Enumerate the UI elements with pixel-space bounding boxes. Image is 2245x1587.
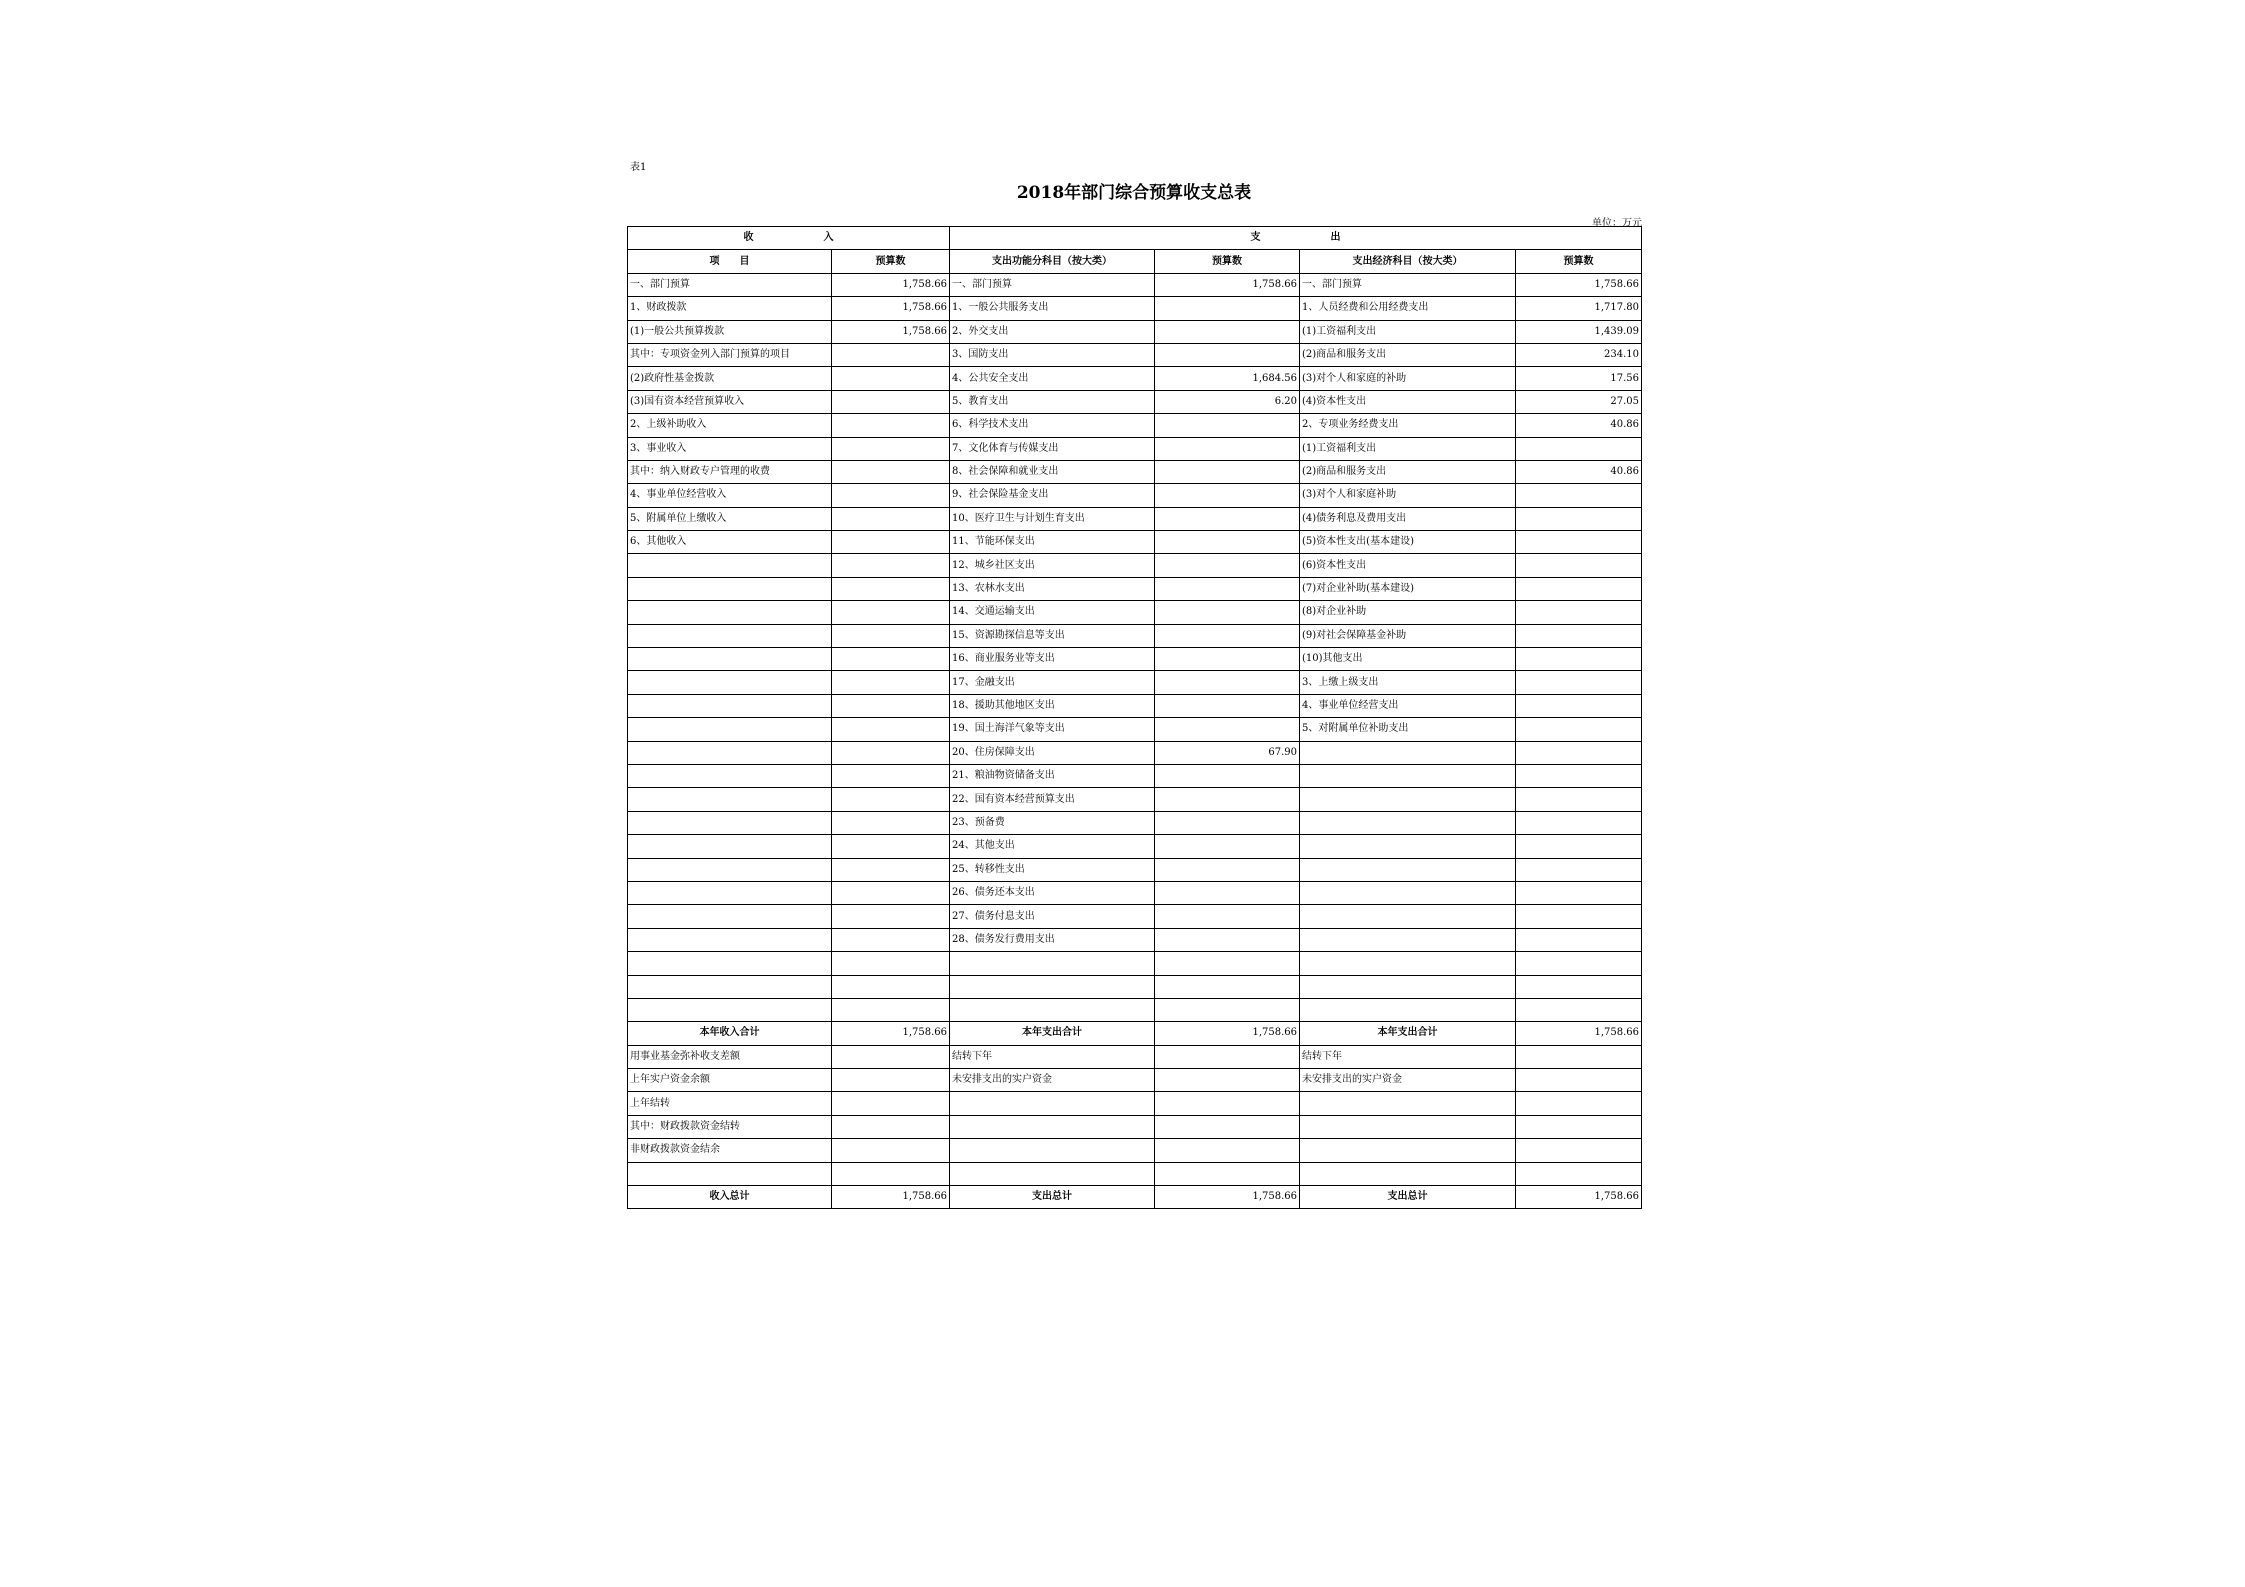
income-budget-cell: 1,758.66 <box>832 1022 950 1045</box>
func-budget-cell <box>1155 881 1300 904</box>
income-item-cell <box>628 788 832 811</box>
func-item-cell: 17、金融支出 <box>950 671 1155 694</box>
func-budget-cell: 1,758.66 <box>1155 1186 1300 1209</box>
econ-item-cell <box>1300 881 1516 904</box>
income-budget-cell <box>832 1115 950 1138</box>
func-item-cell: 28、债务发行费用支出 <box>950 928 1155 951</box>
func-item-cell: 23、预备费 <box>950 811 1155 834</box>
func-budget-cell <box>1155 507 1300 530</box>
func-budget-cell <box>1155 601 1300 624</box>
func-item-cell: 结转下年 <box>950 1045 1155 1068</box>
table-row <box>628 414 1642 437</box>
econ-item-cell <box>1300 858 1516 881</box>
income-item-cell <box>628 928 832 951</box>
econ-budget-cell <box>1516 811 1642 834</box>
func-item-cell: 16、商业服务业等支出 <box>950 648 1155 671</box>
func-budget-cell <box>1155 835 1300 858</box>
econ-budget-cell <box>1516 1139 1642 1162</box>
econ-item-cell: (1)工资福利支出 <box>1300 437 1516 460</box>
func-item-cell: 15、资源勘探信息等支出 <box>950 624 1155 647</box>
func-budget-cell <box>1155 554 1300 577</box>
econ-item-cell: 一、部门预算 <box>1300 273 1516 296</box>
econ-budget-cell: 17.56 <box>1516 367 1642 390</box>
func-budget-cell: 1,684.56 <box>1155 367 1300 390</box>
econ-item-cell <box>1300 975 1516 998</box>
income-budget-cell <box>832 343 950 366</box>
income-budget-cell <box>832 835 950 858</box>
econ-item-cell: 4、事业单位经营支出 <box>1300 694 1516 717</box>
col-budget-header: 预算数 <box>1155 250 1300 273</box>
func-budget-cell <box>1155 788 1300 811</box>
table-row <box>628 928 1642 951</box>
econ-item-cell <box>1300 1115 1516 1138</box>
income-budget-cell <box>832 764 950 787</box>
econ-budget-cell <box>1516 998 1642 1021</box>
income-budget-cell <box>832 1092 950 1115</box>
income-item-cell <box>628 694 832 717</box>
econ-budget-cell <box>1516 437 1642 460</box>
table-row <box>628 484 1642 507</box>
table-row <box>628 1139 1642 1162</box>
table-row <box>628 531 1642 554</box>
func-item-cell: 20、住房保障支出 <box>950 741 1155 764</box>
table-row <box>628 905 1642 928</box>
table-row <box>628 507 1642 530</box>
budget-table <box>627 226 1642 1209</box>
income-item-cell <box>628 835 832 858</box>
econ-budget-cell <box>1516 577 1642 600</box>
econ-budget-cell <box>1516 1069 1642 1092</box>
header-row-1 <box>628 227 1642 250</box>
income-budget-cell <box>832 367 950 390</box>
func-item-cell: 未安排支出的实户资金 <box>950 1069 1155 1092</box>
econ-item-cell <box>1300 1092 1516 1115</box>
econ-item-cell <box>1300 905 1516 928</box>
func-budget-cell <box>1155 1162 1300 1185</box>
table-row <box>628 671 1642 694</box>
econ-budget-cell <box>1516 554 1642 577</box>
econ-budget-cell: 40.86 <box>1516 460 1642 483</box>
func-item-cell: 6、科学技术支出 <box>950 414 1155 437</box>
income-item-cell: 1、财政拨款 <box>628 297 832 320</box>
table-row <box>628 1092 1642 1115</box>
func-budget-cell: 1,758.66 <box>1155 273 1300 296</box>
income-budget-cell <box>832 484 950 507</box>
func-budget-cell <box>1155 998 1300 1021</box>
income-item-cell: 用事业基金弥补收支差额 <box>628 1045 832 1068</box>
income-budget-cell <box>832 437 950 460</box>
income-item-cell <box>628 718 832 741</box>
func-budget-cell <box>1155 952 1300 975</box>
income-budget-cell <box>832 1162 950 1185</box>
func-item-cell: 18、援助其他地区支出 <box>950 694 1155 717</box>
econ-budget-cell <box>1516 648 1642 671</box>
func-budget-cell: 1,758.66 <box>1155 1022 1300 1045</box>
econ-item-cell: 3、上缴上级支出 <box>1300 671 1516 694</box>
col-budget-header: 预算数 <box>1516 250 1642 273</box>
econ-item-cell <box>1300 835 1516 858</box>
econ-budget-cell <box>1516 952 1642 975</box>
table-row <box>628 741 1642 764</box>
func-item-cell: 7、文化体育与传媒支出 <box>950 437 1155 460</box>
table-row <box>628 601 1642 624</box>
income-budget-cell <box>832 858 950 881</box>
econ-item-cell: (1)工资福利支出 <box>1300 320 1516 343</box>
income-item-cell: 3、事业收入 <box>628 437 832 460</box>
col-econ-header: 支出经济科目（按大类） <box>1300 250 1516 273</box>
func-budget-cell <box>1155 414 1300 437</box>
income-budget-cell <box>832 788 950 811</box>
func-item-cell: 5、教育支出 <box>950 390 1155 413</box>
func-item-cell: 21、粮油物资储备支出 <box>950 764 1155 787</box>
table-row <box>628 694 1642 717</box>
econ-budget-cell <box>1516 835 1642 858</box>
table-row <box>628 1115 1642 1138</box>
table-row <box>628 881 1642 904</box>
func-item-cell: 24、其他支出 <box>950 835 1155 858</box>
func-item-cell: 本年支出合计 <box>950 1022 1155 1045</box>
income-item-cell <box>628 671 832 694</box>
econ-item-cell: (2)商品和服务支出 <box>1300 343 1516 366</box>
table-row <box>628 390 1642 413</box>
econ-item-cell: (4)债务利息及费用支出 <box>1300 507 1516 530</box>
func-item-cell: 9、社会保险基金支出 <box>950 484 1155 507</box>
econ-budget-cell: 1,717.80 <box>1516 297 1642 320</box>
func-budget-cell <box>1155 577 1300 600</box>
income-item-cell <box>628 811 832 834</box>
func-budget-cell <box>1155 648 1300 671</box>
econ-budget-cell: 234.10 <box>1516 343 1642 366</box>
func-item-cell <box>950 1139 1155 1162</box>
table-row <box>628 718 1642 741</box>
table-row <box>628 952 1642 975</box>
income-budget-cell <box>832 952 950 975</box>
table-row <box>628 811 1642 834</box>
table-row <box>628 648 1642 671</box>
income-budget-cell <box>832 648 950 671</box>
unit-label: 单位：万元 <box>1592 218 1642 229</box>
table-row <box>628 624 1642 647</box>
func-item-cell: 26、债务还本支出 <box>950 881 1155 904</box>
econ-budget-cell: 40.86 <box>1516 414 1642 437</box>
income-budget-cell <box>832 694 950 717</box>
income-budget-cell <box>832 624 950 647</box>
income-budget-cell <box>832 1139 950 1162</box>
table-row <box>628 343 1642 366</box>
func-item-cell: 一、部门预算 <box>950 273 1155 296</box>
table-row <box>628 1045 1642 1068</box>
income-item-cell <box>628 764 832 787</box>
econ-budget-cell <box>1516 788 1642 811</box>
func-item-cell <box>950 1162 1155 1185</box>
func-budget-cell <box>1155 531 1300 554</box>
econ-item-cell <box>1300 1139 1516 1162</box>
income-item-cell <box>628 881 832 904</box>
table-row <box>628 1162 1642 1185</box>
econ-budget-cell <box>1516 694 1642 717</box>
income-budget-cell: 1,758.66 <box>832 1186 950 1209</box>
income-item-cell: 上年实户资金余额 <box>628 1069 832 1092</box>
income-item-cell: 上年结转 <box>628 1092 832 1115</box>
func-budget-cell <box>1155 624 1300 647</box>
econ-budget-cell <box>1516 507 1642 530</box>
econ-item-cell: 支出总计 <box>1300 1186 1516 1209</box>
income-item-cell: (3)国有资本经营预算收入 <box>628 390 832 413</box>
econ-budget-cell <box>1516 718 1642 741</box>
income-item-cell <box>628 601 832 624</box>
income-budget-cell <box>832 1045 950 1068</box>
econ-budget-cell <box>1516 531 1642 554</box>
func-budget-cell <box>1155 694 1300 717</box>
func-item-cell <box>950 1092 1155 1115</box>
income-item-cell <box>628 741 832 764</box>
econ-budget-cell <box>1516 858 1642 881</box>
func-item-cell: 14、交通运输支出 <box>950 601 1155 624</box>
income-budget-cell <box>832 577 950 600</box>
income-item-cell: 一、部门预算 <box>628 273 832 296</box>
income-item-cell: 非财政拨款资金结余 <box>628 1139 832 1162</box>
func-budget-cell <box>1155 811 1300 834</box>
func-budget-cell <box>1155 764 1300 787</box>
func-budget-cell <box>1155 320 1300 343</box>
func-item-cell: 8、社会保障和就业支出 <box>950 460 1155 483</box>
econ-item-cell: 结转下年 <box>1300 1045 1516 1068</box>
table-row <box>628 273 1642 296</box>
income-item-cell: 其中：专项资金列入部门预算的项目 <box>628 343 832 366</box>
econ-item-cell: (3)对个人和家庭补助 <box>1300 484 1516 507</box>
econ-item-cell <box>1300 1162 1516 1185</box>
econ-budget-cell <box>1516 905 1642 928</box>
page-title: 2018年部门综合预算收支总表 <box>1016 183 1252 203</box>
income-budget-cell <box>832 507 950 530</box>
econ-budget-cell <box>1516 1162 1642 1185</box>
header-row-2 <box>628 250 1642 273</box>
income-budget-cell <box>832 881 950 904</box>
func-item-cell: 12、城乡社区支出 <box>950 554 1155 577</box>
econ-item-cell <box>1300 952 1516 975</box>
func-budget-cell <box>1155 1115 1300 1138</box>
func-budget-cell <box>1155 437 1300 460</box>
income-item-cell: 其中：财政拨款资金结转 <box>628 1115 832 1138</box>
econ-item-cell: (3)对个人和家庭的补助 <box>1300 367 1516 390</box>
income-budget-cell: 1,758.66 <box>832 297 950 320</box>
econ-item-cell: (8)对企业补助 <box>1300 601 1516 624</box>
expense-header: 支 出 <box>950 227 1642 250</box>
income-item-cell <box>628 1162 832 1185</box>
econ-budget-cell <box>1516 928 1642 951</box>
func-budget-cell <box>1155 905 1300 928</box>
table-row <box>628 297 1642 320</box>
func-item-cell <box>950 998 1155 1021</box>
func-item-cell: 11、节能环保支出 <box>950 531 1155 554</box>
table-row <box>628 460 1642 483</box>
func-item-cell: 支出总计 <box>950 1186 1155 1209</box>
income-budget-cell <box>832 554 950 577</box>
func-budget-cell <box>1155 1045 1300 1068</box>
econ-item-cell <box>1300 998 1516 1021</box>
econ-budget-cell <box>1516 601 1642 624</box>
income-budget-cell <box>832 531 950 554</box>
econ-budget-cell <box>1516 881 1642 904</box>
income-budget-cell <box>832 928 950 951</box>
func-budget-cell <box>1155 460 1300 483</box>
econ-item-cell: (2)商品和服务支出 <box>1300 460 1516 483</box>
func-budget-cell <box>1155 1092 1300 1115</box>
income-budget-cell <box>832 998 950 1021</box>
table-row <box>628 788 1642 811</box>
table-row <box>628 835 1642 858</box>
econ-item-cell: 本年支出合计 <box>1300 1022 1516 1045</box>
econ-item-cell: 1、人员经费和公用经费支出 <box>1300 297 1516 320</box>
table-row <box>628 998 1642 1021</box>
income-item-cell: 本年收入合计 <box>628 1022 832 1045</box>
econ-item-cell: (6)资本性支出 <box>1300 554 1516 577</box>
income-budget-cell <box>832 975 950 998</box>
econ-budget-cell <box>1516 741 1642 764</box>
income-item-cell <box>628 952 832 975</box>
func-budget-cell <box>1155 671 1300 694</box>
table-row <box>628 577 1642 600</box>
func-item-cell: 13、农林水支出 <box>950 577 1155 600</box>
func-item-cell: 2、外交支出 <box>950 320 1155 343</box>
income-item-cell: 收入总计 <box>628 1186 832 1209</box>
func-budget-cell: 67.90 <box>1155 741 1300 764</box>
econ-item-cell <box>1300 788 1516 811</box>
econ-budget-cell <box>1516 484 1642 507</box>
func-item-cell: 19、国土海洋气象等支出 <box>950 718 1155 741</box>
econ-item-cell: 2、专项业务经费支出 <box>1300 414 1516 437</box>
table-row <box>628 1186 1642 1209</box>
func-item-cell: 1、一般公共服务支出 <box>950 297 1155 320</box>
econ-budget-cell <box>1516 624 1642 647</box>
income-item-cell <box>628 905 832 928</box>
func-item-cell: 25、转移性支出 <box>950 858 1155 881</box>
income-budget-cell <box>832 811 950 834</box>
econ-budget-cell: 27.05 <box>1516 390 1642 413</box>
income-item-cell <box>628 577 832 600</box>
econ-budget-cell <box>1516 1092 1642 1115</box>
income-item-cell <box>628 858 832 881</box>
econ-item-cell <box>1300 764 1516 787</box>
income-item-cell <box>628 648 832 671</box>
income-item-cell <box>628 624 832 647</box>
func-budget-cell <box>1155 1139 1300 1162</box>
econ-budget-cell: 1,758.66 <box>1516 1186 1642 1209</box>
income-budget-cell <box>832 390 950 413</box>
func-budget-cell <box>1155 343 1300 366</box>
func-budget-cell <box>1155 718 1300 741</box>
income-budget-cell: 1,758.66 <box>832 273 950 296</box>
income-budget-cell: 1,758.66 <box>832 320 950 343</box>
table-row <box>628 554 1642 577</box>
sheet-label: 表1 <box>630 162 647 173</box>
income-item-cell: (2)政府性基金拨款 <box>628 367 832 390</box>
func-item-cell <box>950 952 1155 975</box>
econ-item-cell: 未安排支出的实户资金 <box>1300 1069 1516 1092</box>
income-header: 收 入 <box>628 227 950 250</box>
econ-item-cell <box>1300 741 1516 764</box>
income-item-cell <box>628 998 832 1021</box>
income-item-cell <box>628 975 832 998</box>
func-budget-cell <box>1155 928 1300 951</box>
func-item-cell: 4、公共安全支出 <box>950 367 1155 390</box>
table-row <box>628 367 1642 390</box>
func-budget-cell <box>1155 484 1300 507</box>
func-item-cell: 10、医疗卫生与计划生育支出 <box>950 507 1155 530</box>
income-item-cell: (1)一般公共预算拨款 <box>628 320 832 343</box>
income-budget-cell <box>832 718 950 741</box>
table-row <box>628 975 1642 998</box>
econ-item-cell: (10)其他支出 <box>1300 648 1516 671</box>
econ-budget-cell: 1,758.66 <box>1516 273 1642 296</box>
func-budget-cell <box>1155 1069 1300 1092</box>
econ-budget-cell <box>1516 975 1642 998</box>
table-row <box>628 858 1642 881</box>
func-item-cell: 22、国有资本经营预算支出 <box>950 788 1155 811</box>
econ-item-cell: (7)对企业补助(基本建设) <box>1300 577 1516 600</box>
col-func-header: 支出功能分科目（按大类） <box>950 250 1155 273</box>
econ-item-cell: (4)资本性支出 <box>1300 390 1516 413</box>
econ-budget-cell <box>1516 1115 1642 1138</box>
income-budget-cell <box>832 905 950 928</box>
table-row <box>628 320 1642 343</box>
income-item-cell: 5、附属单位上缴收入 <box>628 507 832 530</box>
econ-item-cell: 5、对附属单位补助支出 <box>1300 718 1516 741</box>
income-item-cell: 6、其他收入 <box>628 531 832 554</box>
func-item-cell <box>950 975 1155 998</box>
econ-item-cell: (9)对社会保障基金补助 <box>1300 624 1516 647</box>
income-item-cell: 4、事业单位经营收入 <box>628 484 832 507</box>
income-budget-cell <box>832 671 950 694</box>
econ-budget-cell: 1,758.66 <box>1516 1022 1642 1045</box>
col-budget-header: 预算数 <box>832 250 950 273</box>
table-row <box>628 764 1642 787</box>
income-budget-cell <box>832 1069 950 1092</box>
econ-budget-cell <box>1516 1045 1642 1068</box>
income-budget-cell <box>832 601 950 624</box>
func-item-cell: 27、债务付息支出 <box>950 905 1155 928</box>
func-item-cell <box>950 1115 1155 1138</box>
func-item-cell: 3、国防支出 <box>950 343 1155 366</box>
income-budget-cell <box>832 414 950 437</box>
econ-item-cell <box>1300 928 1516 951</box>
econ-budget-cell <box>1516 671 1642 694</box>
econ-item-cell: (5)资本性支出(基本建设) <box>1300 531 1516 554</box>
func-budget-cell: 6.20 <box>1155 390 1300 413</box>
table-row <box>628 1022 1642 1045</box>
table-row <box>628 437 1642 460</box>
col-item-header: 项 目 <box>628 250 832 273</box>
table-row <box>628 1069 1642 1092</box>
income-item-cell <box>628 554 832 577</box>
func-budget-cell <box>1155 975 1300 998</box>
econ-budget-cell <box>1516 764 1642 787</box>
func-budget-cell <box>1155 858 1300 881</box>
income-budget-cell <box>832 460 950 483</box>
income-item-cell: 2、上级补助收入 <box>628 414 832 437</box>
income-item-cell: 其中：纳入财政专户管理的收费 <box>628 460 832 483</box>
econ-budget-cell: 1,439.09 <box>1516 320 1642 343</box>
func-budget-cell <box>1155 297 1300 320</box>
income-budget-cell <box>832 741 950 764</box>
econ-item-cell <box>1300 811 1516 834</box>
